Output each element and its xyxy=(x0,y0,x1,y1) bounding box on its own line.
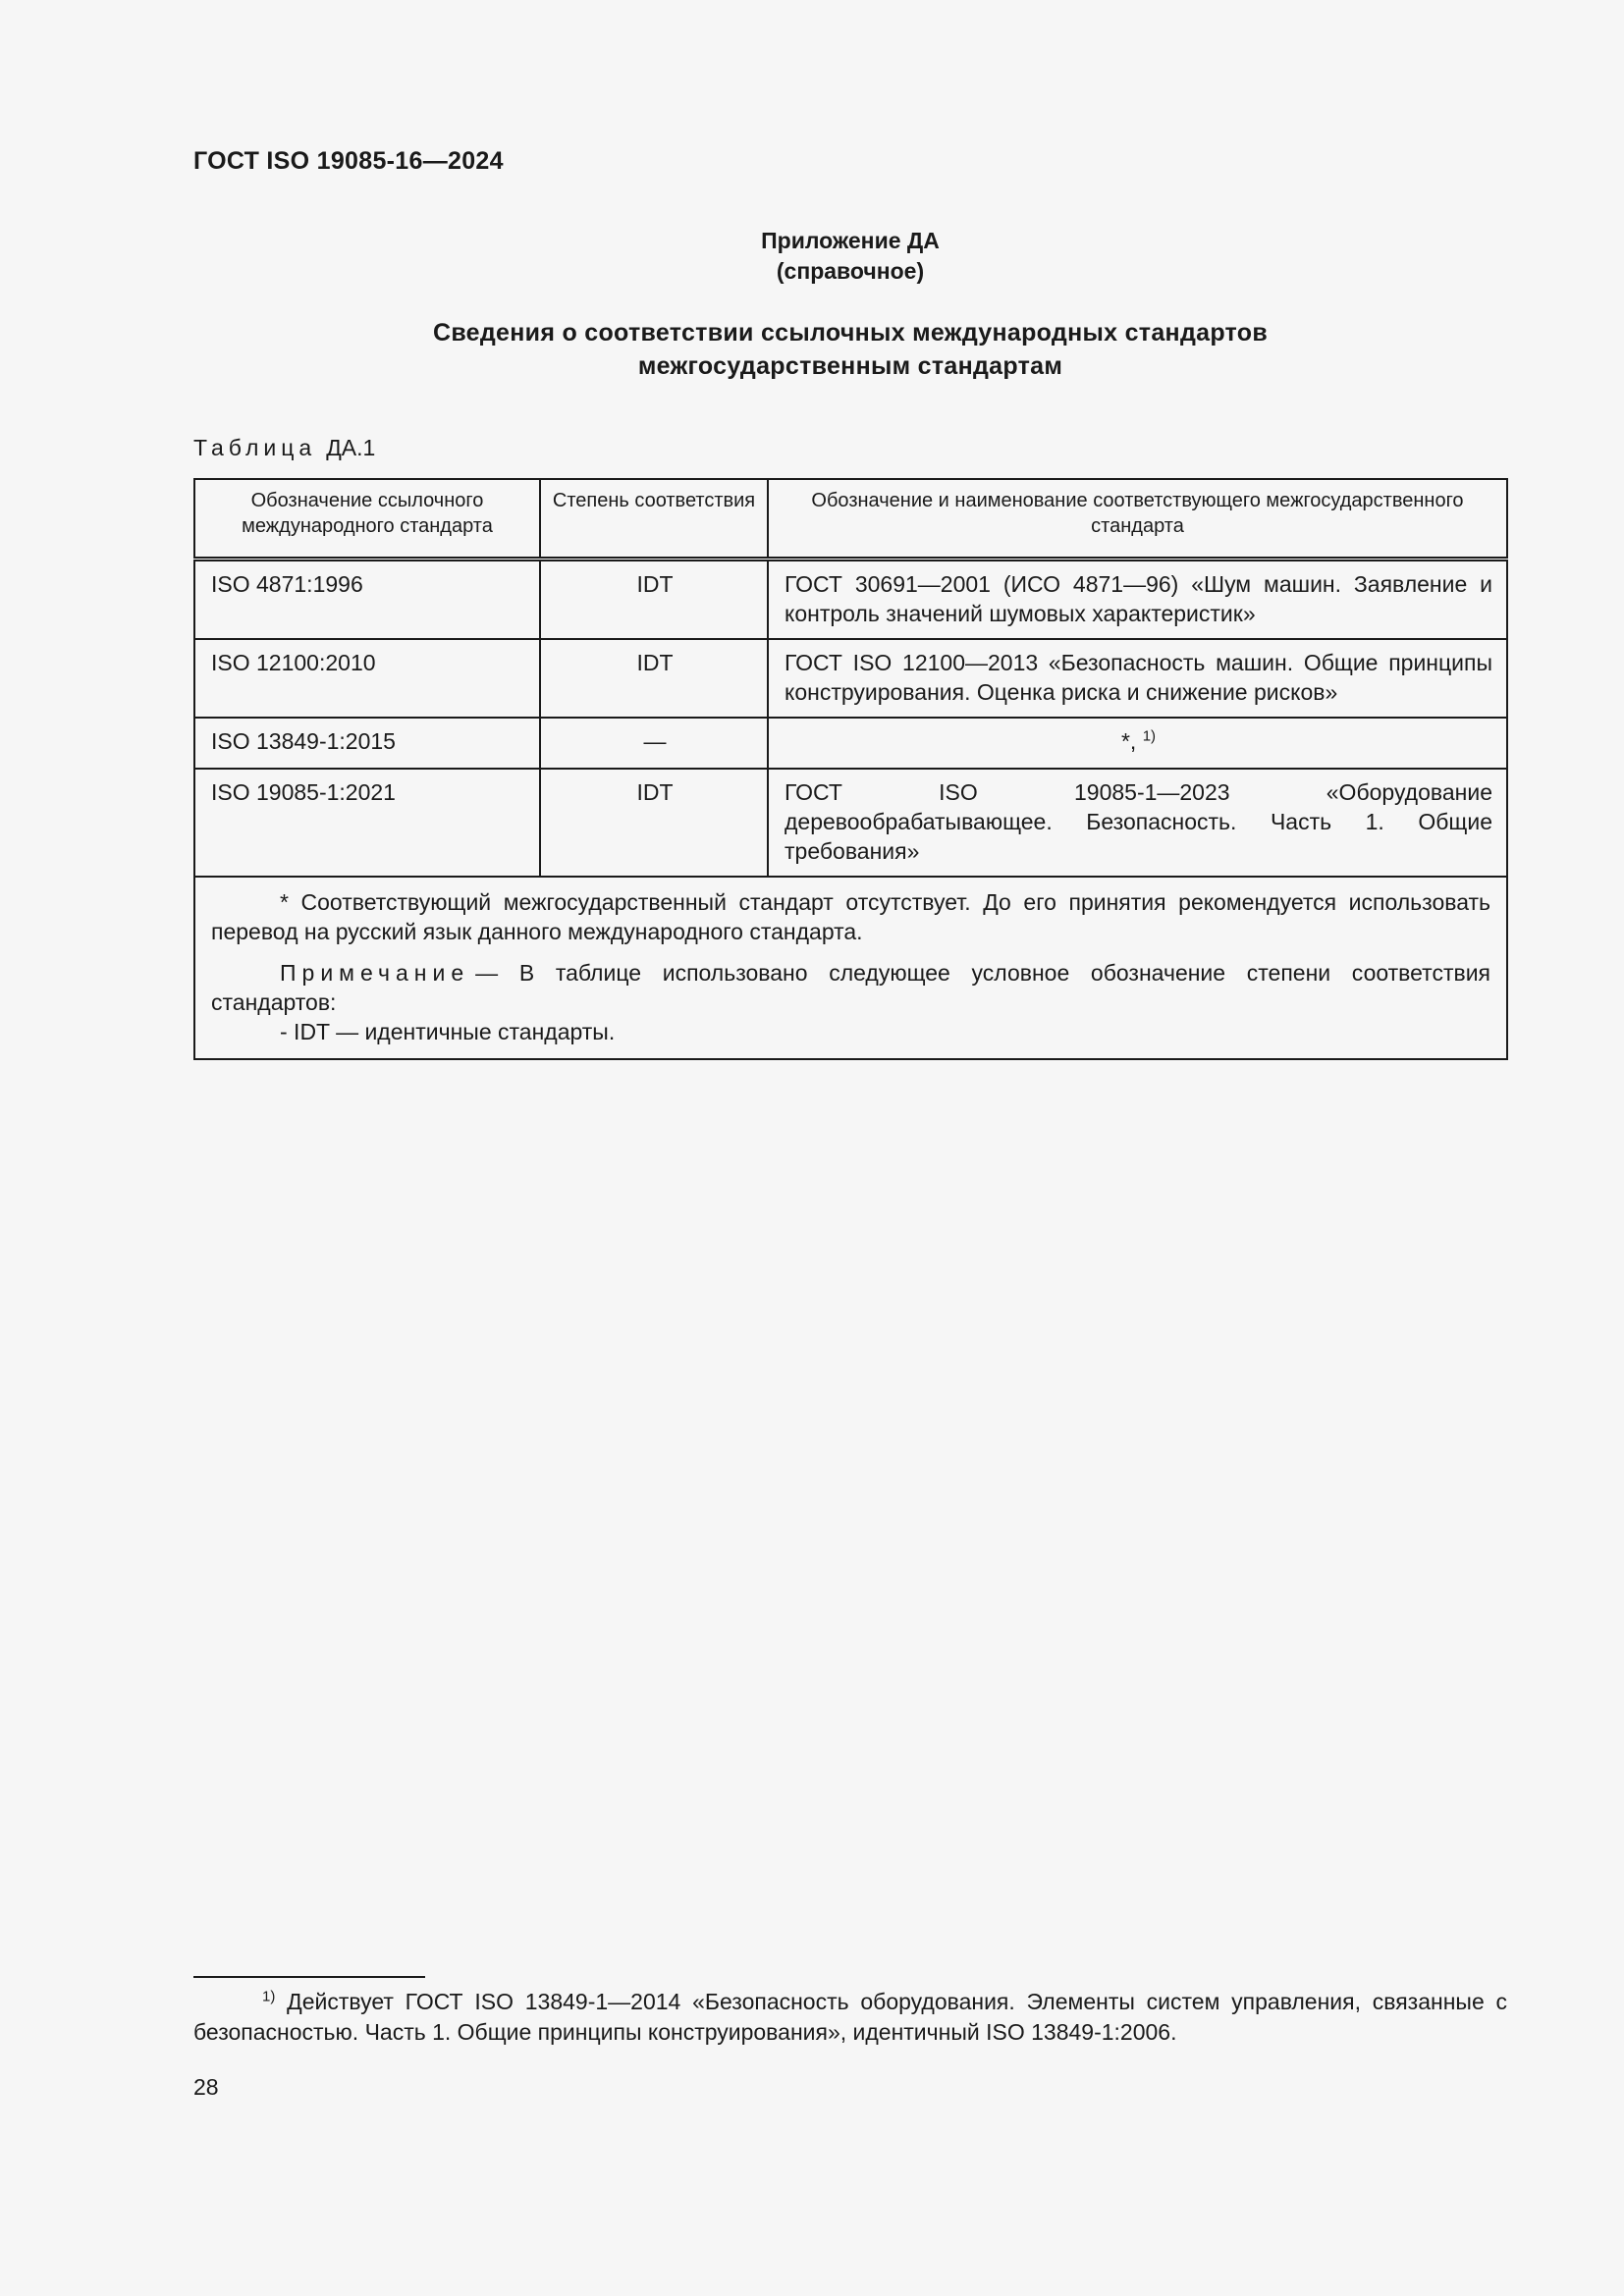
cell-ref: ISO 13849-1:2015 xyxy=(194,718,540,769)
header-ref-standard: Обозначение ссылочного международного стандарта xyxy=(194,479,540,560)
table-notes-row xyxy=(194,877,1507,1059)
header-national-standard: Обозначение и наименование соответствующего межгосударственного стандарта xyxy=(768,479,1507,560)
footnote-text: Действует ГОСТ ISO 13849-1—2014 «Безопасность оборудования. Элементы систем управления, связанные с безопасностью. Часть 1. Общие принципы конструирования», идентичный ISO 13849-1:2006. xyxy=(193,1989,1508,2045)
cell-national xyxy=(768,718,1507,769)
header-degree: Степень соответствия xyxy=(540,479,768,560)
cell-national: ГОСТ 30691—2001 (ИСО 4871—96) «Шум машин. Заявление и контроль значений шумовых характеристик» xyxy=(768,560,1507,640)
cell-ref: ISO 12100:2010 xyxy=(194,639,540,718)
section-title-line-2: межгосударственным стандартам xyxy=(637,352,1063,380)
table-row xyxy=(194,560,1507,640)
footnote-divider xyxy=(193,1976,425,1978)
table-row xyxy=(194,718,1507,769)
table-row xyxy=(194,769,1507,877)
cell-national: ГОСТ ISO 19085-1—2023 «Оборудование деревообрабатывающее. Безопасность. Часть 1. Общие требования» xyxy=(768,769,1507,877)
section-title-line-1: Сведения о соответствии ссылочных международных стандартов xyxy=(432,319,1269,347)
cell-degree: IDT xyxy=(540,769,768,877)
table-header-row xyxy=(194,479,1507,560)
table-caption-word: Таблица xyxy=(193,435,317,460)
page-footnote xyxy=(193,1987,1507,2048)
note-label: Примечание xyxy=(280,960,470,986)
document-header: ГОСТ ISO 19085-16—2024 xyxy=(193,147,504,175)
cell-degree: IDT xyxy=(540,560,768,640)
table-note xyxy=(211,958,1490,1017)
table-caption xyxy=(193,435,375,461)
note-list-item: - IDT — идентичные стандарты. xyxy=(280,1019,616,1044)
footnote-marker: 1) xyxy=(262,1988,276,2005)
table-row xyxy=(194,639,1507,718)
appendix-title: Приложение ДА xyxy=(761,228,940,253)
page-number: 28 xyxy=(193,2074,219,2100)
cell-national-text: *, xyxy=(1120,728,1137,754)
table-notes-cell xyxy=(194,877,1507,1059)
appendix-subtitle: (справочное) xyxy=(776,258,925,284)
cell-national: ГОСТ ISO 12100—2013 «Безопасность машин. Общие принципы конструирования. Оценка риска и снижение рисков» xyxy=(768,639,1507,718)
cell-ref: ISO 4871:1996 xyxy=(194,560,540,640)
note-text: — В таблице использовано следующее условное обозначение степени соответствия стандартов: xyxy=(211,960,1490,1015)
appendix-heading xyxy=(193,226,1507,287)
correspondence-table xyxy=(193,478,1508,1060)
table-caption-number: ДА.1 xyxy=(326,435,376,460)
footnote-reference: 1) xyxy=(1142,727,1157,745)
cell-degree: — xyxy=(540,718,768,769)
section-title xyxy=(193,316,1507,383)
cell-ref: ISO 19085-1:2021 xyxy=(194,769,540,877)
star-footnote: * Соответствующий межгосударственный стандарт отсутствует. До его принятия рекомендуется использовать перевод на русский язык данного международного стандарта. xyxy=(211,889,1490,944)
cell-degree: IDT xyxy=(540,639,768,718)
